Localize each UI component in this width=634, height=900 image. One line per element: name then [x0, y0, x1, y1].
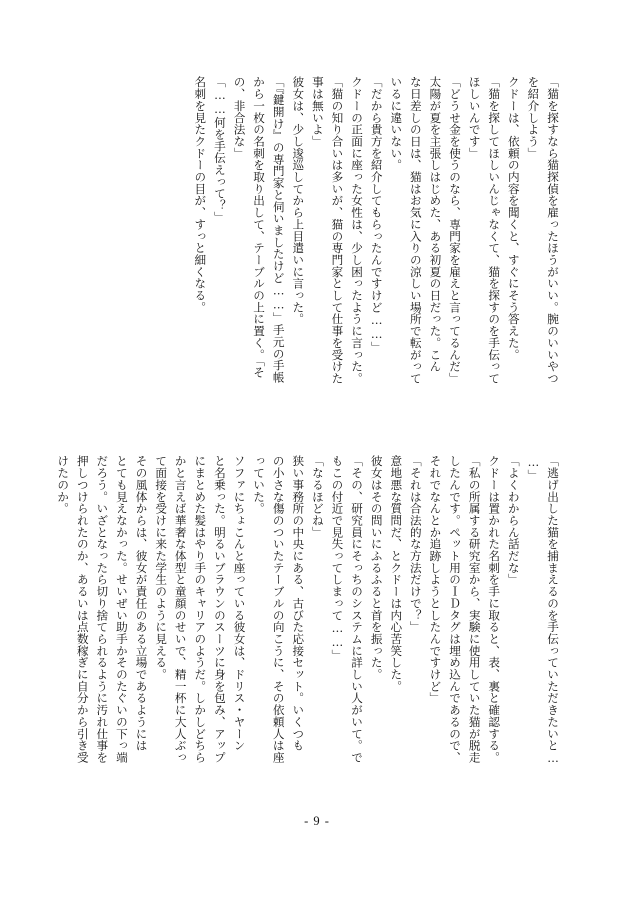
text-line: もこの付近で見失ってしまって……」 [330, 455, 345, 662]
text-line: を紹介しよう」 [526, 76, 541, 159]
text-line: 「それは合法的な方法だけで？」 [408, 455, 423, 633]
text-line: したんです。ペット用のＩＤタグは埋め込んであるので、 [448, 455, 463, 764]
text-block-bottom [53, 455, 562, 785]
text-line: 「よくわからん話だな」 [506, 455, 521, 586]
text-line: と名乗った。明るいブラウンのスーツに身を包み、アップ [212, 455, 227, 764]
text-line: 「どうせ金を使うのなら、専門家を雇えと言ってるんだ」 [448, 76, 463, 385]
text-line: 「……何を手伝えって？」 [212, 76, 227, 223]
text-line: とても見えなかった。せいぜい助手かそのたぐいの下っ端 [114, 455, 129, 764]
text-line: 「だから貴方を紹介してもらったんですけど……」 [369, 76, 384, 354]
text-line: ほしいんです」 [467, 76, 482, 159]
text-line: それでなんとか追跡しようとしたんですけど」 [428, 455, 443, 704]
text-line: から一枚の名刺を取り出して、テーブルの上に置く。「そ [252, 76, 267, 379]
text-line: にまとめた髪はやり手のキャリアのようだ。しかしどちら [193, 455, 208, 764]
text-line: 彼女は、少し逡巡してから上目遣いに言った。 [291, 76, 306, 325]
text-line: 「猫を探すなら猫探偵を雇ったほうがいい。腕のいいやつ [546, 76, 560, 385]
page-number: - 9 - [304, 814, 330, 828]
text-line: 押しつけられたのか、あるいは点数稼ぎに自分から引き受 [75, 455, 90, 764]
text-line: 「猫の知り合いは多いが、猫の専門家として仕事を受けた [330, 76, 345, 385]
text-line: 事は無いよ」 [310, 76, 325, 148]
text-line: その風体からは、彼女が責任のある立場であるようには [134, 455, 149, 752]
text-line: けたのか。 [56, 455, 71, 515]
text-line: 「『鍵開け』の専門家と伺いましたけど……」手元の手帳 [271, 76, 286, 384]
text-line: だろう。いざとなったら切り捨てられるように汚れ仕事を [95, 455, 110, 764]
text-line: 「逃げ出した猫を捕まえるのを手伝っていただきたいと… [546, 455, 560, 766]
text-line: っていた。 [252, 455, 267, 515]
text-line: 太陽が夏を主張しはじめた、ある初夏の日だった。こん [428, 76, 443, 373]
text-line: 狭い事務所の中央にある、古びた応接セット。いくつも [291, 455, 306, 752]
text-line: ソファにちょこんと座っている彼女は、ドリス・ヤーン [232, 455, 247, 752]
text-line: かと言えば華奢な体型と童顔のせいで、精一杯に大人ぶっ [173, 455, 188, 764]
text-line: クドーは、依頼の内容を聞くと、すぐにそう答えた。 [506, 76, 521, 361]
text-line: クドーは置かれた名刺を手に取ると、表、裏と確認する。 [487, 455, 502, 764]
text-line: の小さな傷のついたテーブルの向こうに、その依頼人は座 [271, 455, 286, 764]
text-block-top [190, 76, 562, 406]
text-line: …」 [526, 455, 541, 482]
text-line: て面接を受けに来た学生のように見える。 [154, 455, 169, 681]
text-line: いるに違いない。 [389, 76, 404, 171]
text-line: クドーの正面に座った女性は、少し困ったように言った。 [350, 76, 365, 385]
text-line: な日差しの日は、猫はお気に入りの涼しい場所で転がって [408, 76, 423, 385]
text-line: の、非合法な」 [232, 76, 247, 159]
text-line: 「猫を探してほしいんじゃなくて、猫を探すのを手伝って [487, 76, 502, 385]
text-line: 「その、研究員にそっちのシステムに詳しい人がいて。で [350, 455, 365, 764]
text-line: 「なるほどね」 [310, 455, 325, 538]
text-line: 「私の所属する研究室から、実験に使用していた猫が脱走 [467, 455, 482, 764]
text-line: 彼女はその問いにふるふると首を振った。 [369, 455, 384, 681]
text-line: 名刺を見たクドーの目が、すっと細くなる。 [193, 76, 208, 313]
text-line: 意地悪な質問だ、とクドーは内心苦笑した。 [389, 455, 404, 692]
